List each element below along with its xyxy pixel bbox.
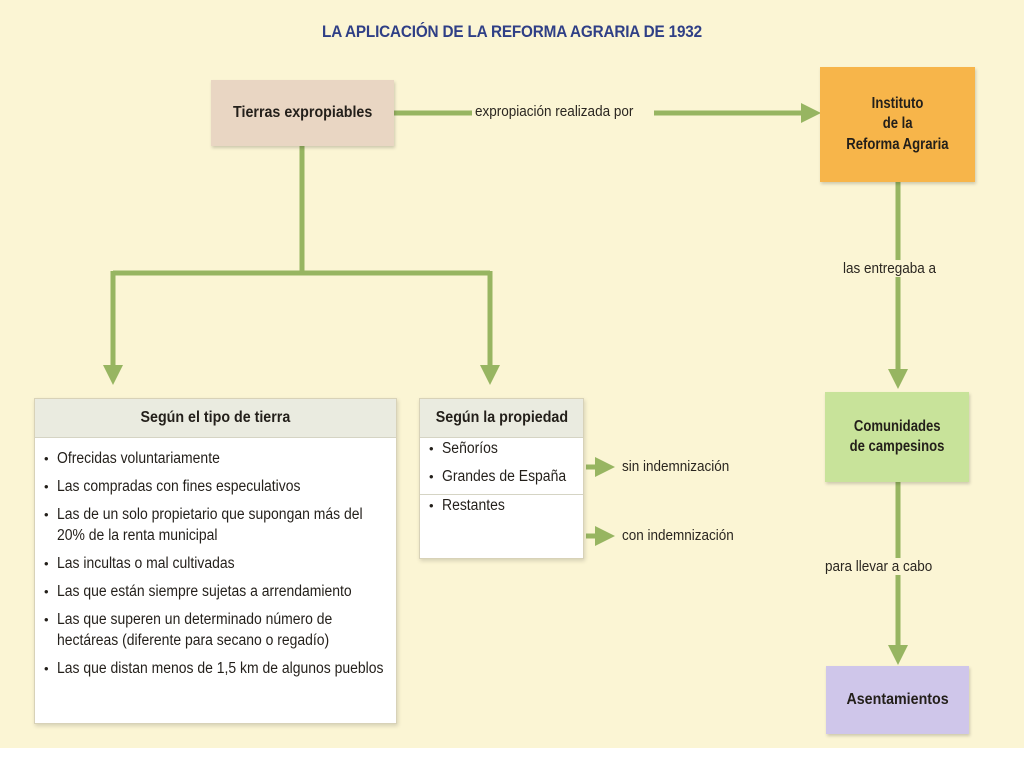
panel-propiedad-heading: Según la propiedad <box>420 399 583 438</box>
list-item: • Las incultas o mal cultivadas <box>35 553 396 574</box>
list-item: • Las de un solo propietario que supongan más del 20% de la renta municipal <box>35 504 396 546</box>
node-comunidades-line-1: Comunidades <box>853 417 941 435</box>
label-llevar-a-cabo: para llevar a cabo <box>822 558 947 575</box>
list-item: • Las que están siempre sujetas a arrendamiento <box>35 581 396 602</box>
label-entregaba: las entregaba a <box>840 260 949 277</box>
list-item: • Restantes <box>420 495 583 516</box>
list-item: • Las que distan menos de 1,5 km de algunos pueblos <box>35 658 396 679</box>
list-item: • Ofrecidas voluntariamente <box>35 448 396 469</box>
node-comunidades-line-2: de campesinos <box>849 438 945 455</box>
panel-segun-propiedad <box>419 398 584 559</box>
propiedad-group-con-indemnizacion <box>420 495 583 516</box>
list-item: • Las compradas con fines especulativos <box>35 476 396 497</box>
list-item: • Señoríos <box>420 438 583 459</box>
label-expropiacion: expropiación realizada por <box>472 103 654 120</box>
panel-tipo-de-tierra <box>34 398 397 724</box>
node-instituto-line-1: Instituto <box>871 95 924 113</box>
label-con-indemnizacion: con indemnización <box>619 527 749 544</box>
diagram-title: LA APLICACIÓN DE LA REFORMA AGRARIA DE 1932 <box>322 22 702 41</box>
node-instituto-line-2: de la <box>882 115 913 133</box>
node-instituto-line-3: Reforma Agraria <box>846 135 949 153</box>
node-instituto-reforma-agraria <box>820 67 975 182</box>
panel-tipo-heading: Según el tipo de tierra <box>35 399 396 438</box>
node-comunidades-campesinos <box>825 392 969 482</box>
node-asentamientos <box>826 666 969 734</box>
tipo-tierra-list <box>35 438 396 679</box>
node-tierras-expropiables <box>211 80 394 146</box>
label-sin-indemnizacion: sin indemnización <box>619 458 744 475</box>
node-tierras-label: Tierras expropiables <box>232 103 373 121</box>
list-item: • Las que superen un determinado número de hectáreas (diferente para secano o regadío) <box>35 609 396 651</box>
list-item: • Grandes de España <box>420 466 583 487</box>
node-asentamientos-label: Asentamientos <box>846 690 949 708</box>
propiedad-group-sin-indemnizacion <box>420 438 583 487</box>
